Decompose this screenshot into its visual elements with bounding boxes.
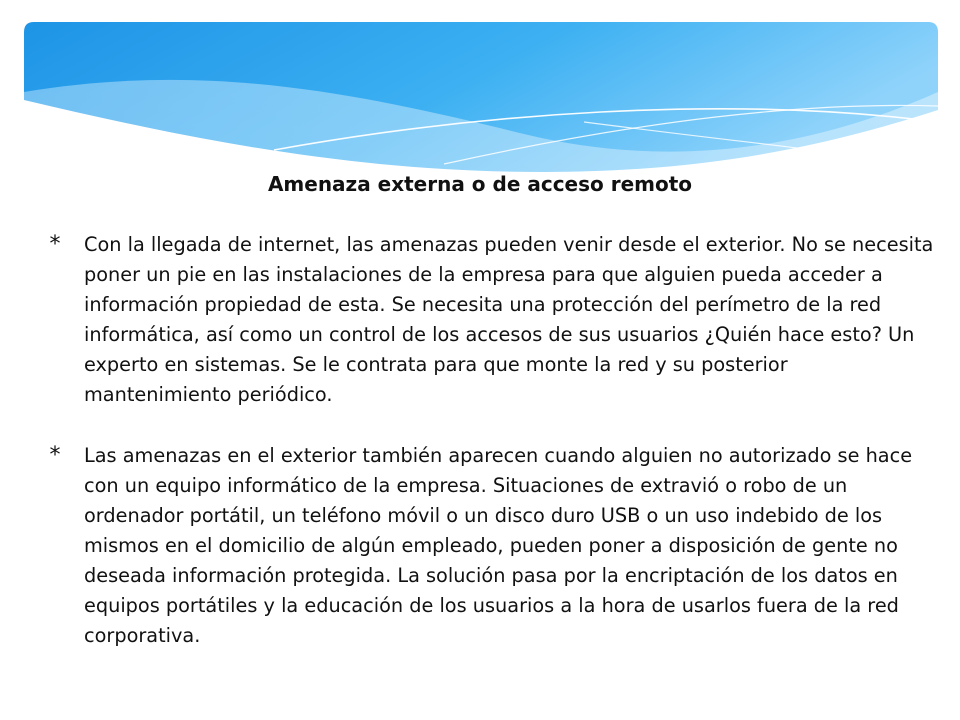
bullet-text: Con la llegada de internet, las amenazas pueden venir desde el exterior. No se necesita poner un pie en las instalaciones de la empresa para que alguien pueda acceder a información propiedad de esta. Se necesita una protección del perímetro de la red informática, así como un control de los accesos de sus usuarios ¿Quién hace esto? Un experto en sistemas. Se le contrata para que monte la red y su posterior mantenimiento periódico. <box>84 233 934 406</box>
bullet-text: Las amenazas en el exterior también aparecen cuando alguien no autorizado se hace con un equipo informático de la empresa. Situaciones de extravió o robo de un ordenador portátil, un teléfono móvil o un disco duro USB o un uso indebido de los mismos en el domicilio de algún empleado, pueden poner a disposición de gente no deseada información protegida. La solución pasa por la encriptación de los datos en equipos portátiles y la educación de los usuarios a la hora de usarlos fuera de la red corporativa. <box>84 444 913 647</box>
list-item <box>40 441 940 651</box>
slide-content <box>40 230 940 682</box>
header-wave-banner <box>24 22 938 172</box>
list-item <box>40 230 940 410</box>
bullet-marker: * <box>49 232 61 257</box>
slide-title: Amenaza externa o de acceso remoto <box>267 172 693 196</box>
bullet-marker: * <box>49 443 61 468</box>
